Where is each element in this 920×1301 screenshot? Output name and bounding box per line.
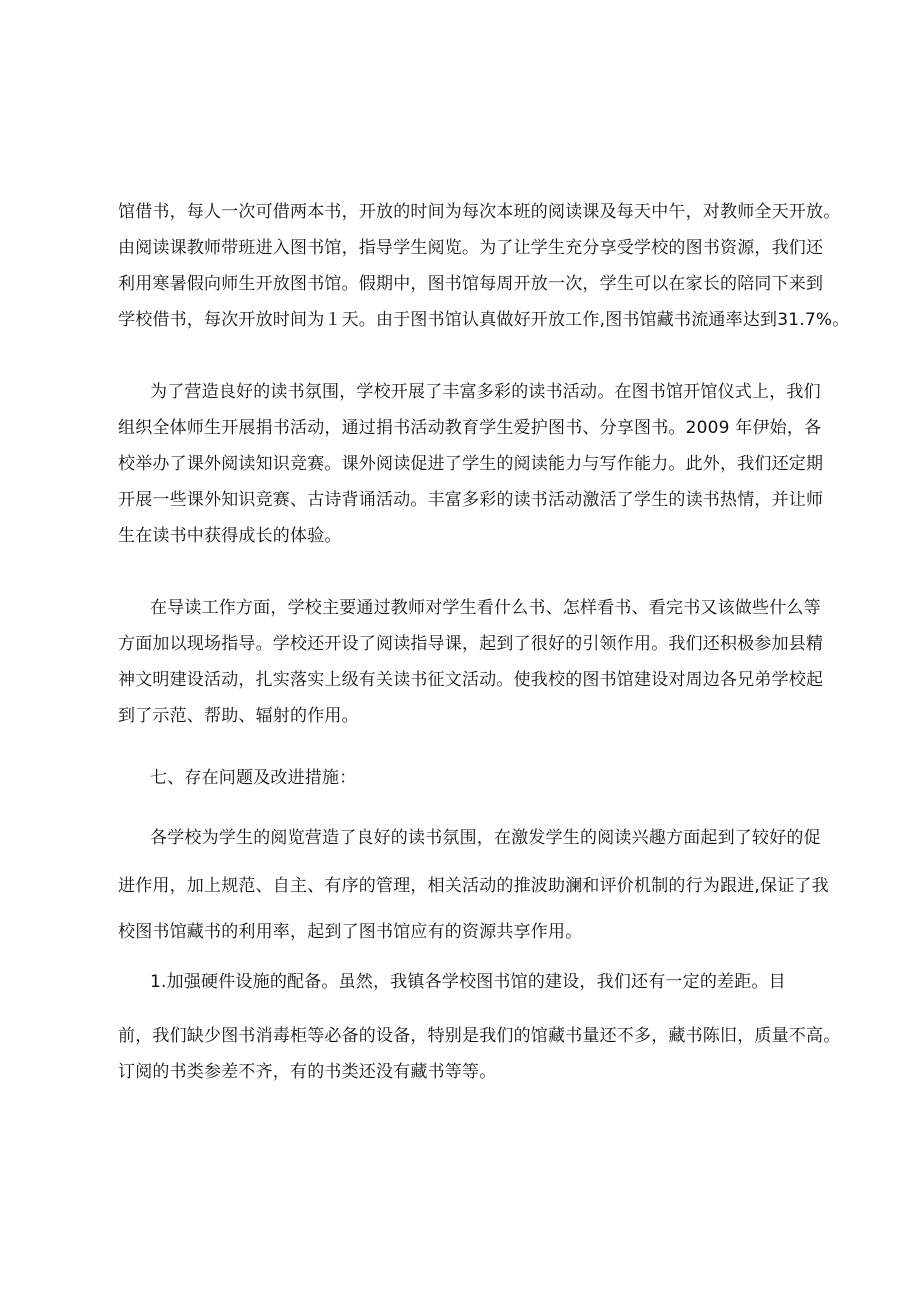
text-line: 为了营造良好的读书氛围，学校开展了丰富多彩的读书活动。在图书馆开馆仪式上，我们 — [150, 382, 821, 402]
text-line: 学校借书，每次开放时间为１天。由于图书馆认真做好开放工作,图书馆藏书流通率达到31.7%。 — [118, 310, 850, 330]
text-line: 各学校为学生的阅览营造了良好的读书氛围，在激发学生的阅读兴趣方面起到了较好的促 — [150, 828, 821, 848]
text-line: 神文明建设活动，扎实落实上级有关读书征文活动。使我校的图书馆建设对周边各兄弟学校起 — [118, 670, 824, 690]
section-heading: 七、存在问题及改进措施： — [150, 768, 357, 788]
text-line: 由阅读课教师带班进入图书馆，指导学生阅览。为了让学生充分享受学校的图书资源，我们还 — [118, 238, 824, 258]
text-line: 到了示范、帮助、辐射的作用。 — [118, 706, 359, 726]
text-line: 生在读书中获得成长的体验。 — [118, 526, 342, 546]
text-line: 馆借书，每人一次可借两本书，开放的时间为每次本班的阅读课及每天中午，对教师全天开放。 — [118, 202, 841, 222]
text-line: 方面加以现场指导。学校还开设了阅读指导课，起到了很好的引领作用。我们还积极参加县精 — [118, 634, 824, 654]
text-line: 开展一些课外知识竞赛、古诗背诵活动。丰富多彩的读书活动激活了学生的读书热情，并让师 — [118, 490, 824, 510]
text-line: 在导读工作方面，学校主要通过教师对学生看什么书、怎样看书、看完书又该做些什么等 — [150, 598, 821, 618]
text-line: 1.加强硬件设施的配备。虽然，我镇各学校图书馆的建设，我们还有一定的差距。目 — [150, 972, 786, 992]
text-line: 前，我们缺少图书消毒柜等必备的设备，特别是我们的馆藏书量还不多，藏书陈旧，质量不高。 — [118, 1026, 841, 1046]
text-line: 利用寒暑假向师生开放图书馆。假期中，图书馆每周开放一次，学生可以在家长的陪同下来到 — [118, 274, 824, 294]
text-line: 组织全体师生开展捐书活动，通过捐书活动教育学生爱护图书、分享图书。2009 年伊始，各 — [118, 418, 822, 438]
text-line: 校图书馆藏书的利用率，起到了图书馆应有的资源共享作用。 — [118, 922, 583, 942]
text-line: 进作用，加上规范、自主、有序的管理，相关活动的推波助澜和评价机制的行为跟进,保证了我 — [118, 876, 829, 896]
text-line: 订阅的书类参差不齐，有的书类还没有藏书等等。 — [118, 1062, 497, 1082]
text-line: 校举办了课外阅读知识竞赛。课外阅读促进了学生的阅读能力与写作能力。此外，我们还定期 — [118, 454, 824, 474]
